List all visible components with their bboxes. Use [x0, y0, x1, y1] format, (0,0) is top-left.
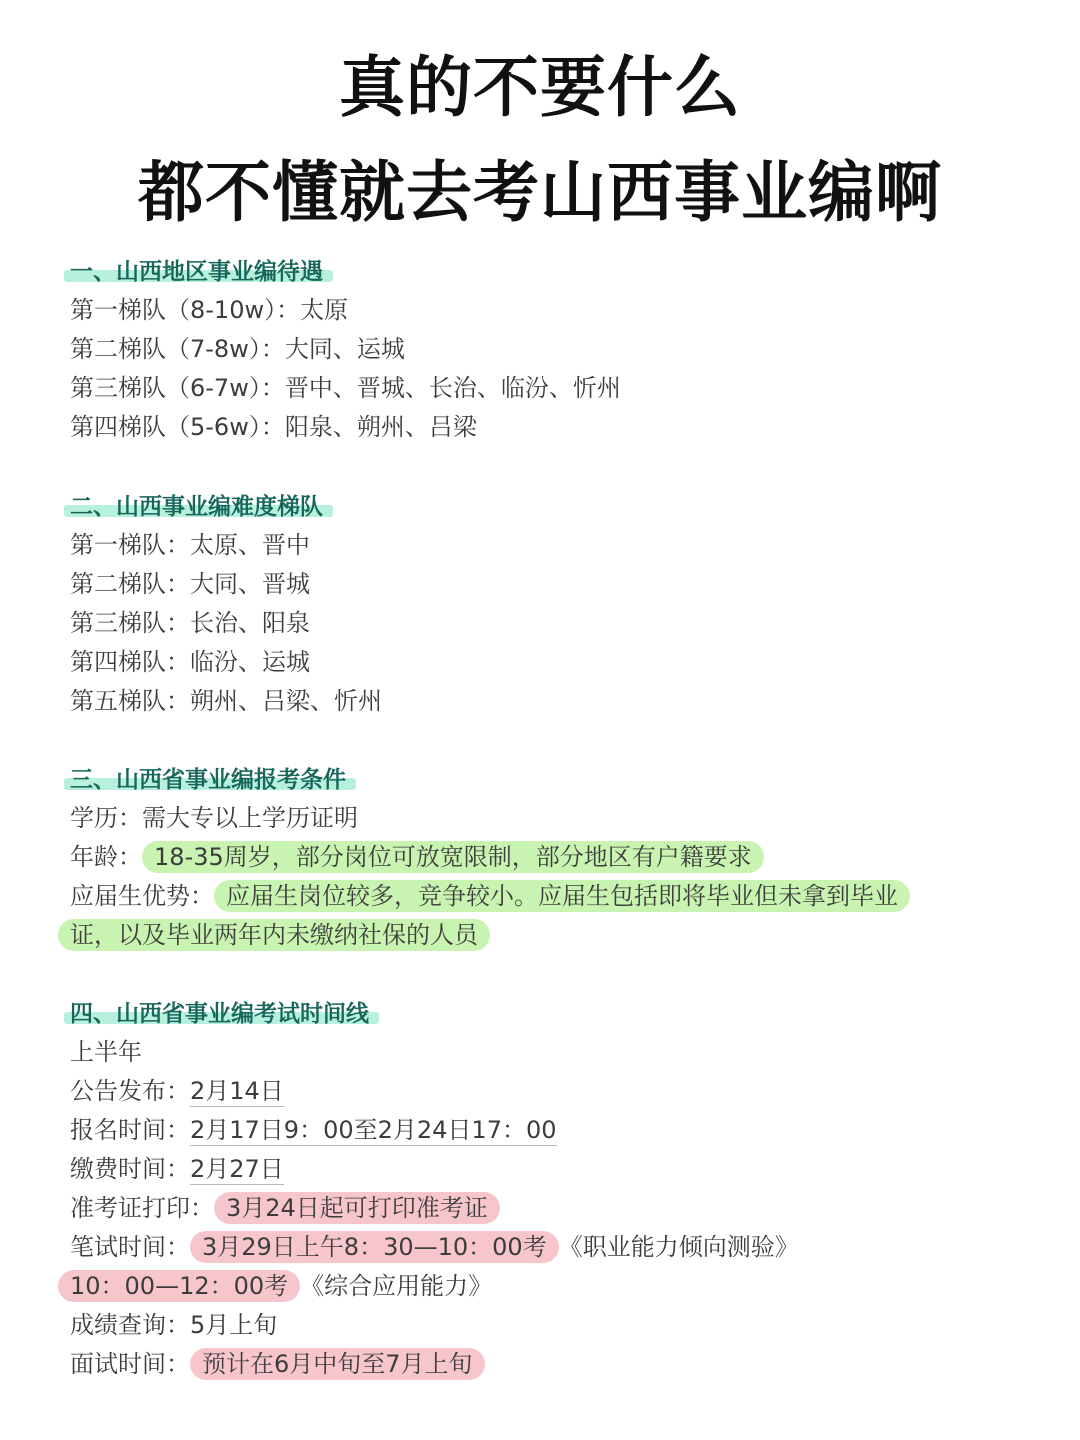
section-2-item-2: 第二梯队：大同、晋城 [70, 570, 310, 598]
interview-highlight: 预计在6月中旬至7月上旬 [190, 1348, 485, 1380]
page-title-line-2: 都不懂就去考山西事业编啊 [138, 154, 942, 231]
timeline-written-exam-cont: 10：00—12：00考 《综合应用能力》 [58, 1268, 492, 1304]
timeline-registration: 报名时间：2月17日9：00至2月24日17：00 [70, 1116, 557, 1144]
section-3-heading: 三、山西省事业编报考条件 [70, 765, 350, 795]
section-3-item-age: 年龄： 18-35周岁，部分岗位可放宽限制，部分地区有户籍要求 [70, 839, 764, 875]
section-3-item-education: 学历：需大专以上学历证明 [70, 804, 358, 832]
graduate-highlight: 应届生岗位较多，竞争较小。应届生包括即将毕业但未拿到毕业 [214, 880, 910, 912]
section-2-item-1: 第一梯队：太原、晋中 [70, 531, 310, 559]
age-highlight: 18-35周岁，部分岗位可放宽限制，部分地区有户籍要求 [142, 841, 764, 873]
section-1-item-2: 第二梯队（7-8w）：大同、运城 [70, 335, 405, 363]
section-2-item-3: 第三梯队：长治、阳泉 [70, 609, 310, 637]
timeline-results: 成绩查询：5月上旬 [70, 1311, 278, 1339]
section-1-item-1: 第一梯队（8-10w）：太原 [70, 296, 349, 324]
section-4-heading: 四、山西省事业编考试时间线 [70, 999, 373, 1029]
section-1-heading: 一、山西地区事业编待遇 [70, 257, 327, 287]
section-3-item-graduate-cont: 证，以及毕业两年内未缴纳社保的人员 [58, 917, 490, 953]
timeline-interview: 面试时间： 预计在6月中旬至7月上旬 [70, 1346, 485, 1382]
written-exam-highlight: 3月29日上午8：30—10：00考 [190, 1231, 559, 1263]
section-3-item-graduate: 应届生优势： 应届生岗位较多，竞争较小。应届生包括即将毕业但未拿到毕业 [70, 878, 910, 914]
section-4-sub: 上半年 [70, 1038, 142, 1066]
timeline-payment: 缴费时间：2月27日 [70, 1155, 284, 1183]
admission-highlight: 3月24日起可打印准考证 [214, 1192, 500, 1224]
section-2-item-5: 第五梯队：朔州、吕梁、忻州 [70, 687, 382, 715]
section-1-item-3: 第三梯队（6-7w）：晋中、晋城、长治、临汾、忻州 [70, 374, 621, 402]
section-1-item-4: 第四梯队（5-6w）：阳泉、朔州、吕梁 [70, 413, 477, 441]
section-2-item-4: 第四梯队：临汾、运城 [70, 648, 310, 676]
page-title-line-1: 真的不要什么 [339, 49, 741, 126]
timeline-written-exam: 笔试时间： 3月29日上午8：30—10：00考 《职业能力倾向测验》 [70, 1233, 799, 1261]
timeline-admission-ticket: 准考证打印： 3月24日起可打印准考证 [70, 1190, 500, 1226]
timeline-announcement: 公告发布：2月14日 [70, 1077, 284, 1105]
section-2-heading: 二、山西事业编难度梯队 [70, 492, 327, 522]
